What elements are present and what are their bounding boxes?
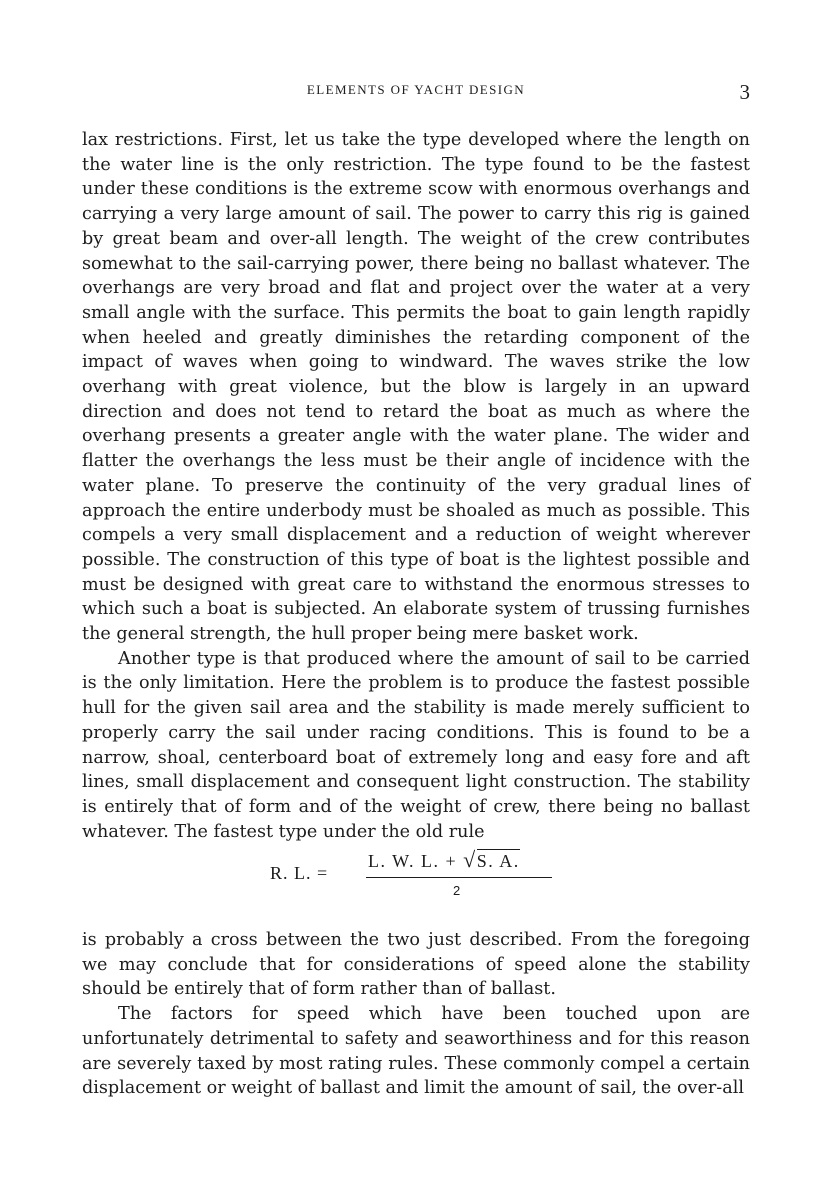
page-header bbox=[82, 80, 750, 104]
formula-numerator bbox=[368, 847, 520, 873]
page-number: 3 bbox=[739, 80, 750, 104]
formula-radicand: S. A. bbox=[476, 851, 520, 871]
rating-formula bbox=[270, 843, 570, 913]
body-text-top bbox=[82, 128, 750, 844]
body-text-bottom bbox=[82, 928, 750, 1101]
paragraph: is probably a cross between the two just described. From the foregoing we may conclude that for considerations of speed alone the stability should be entirely that of form rather than of ballast. bbox=[82, 930, 750, 1000]
formula-numerator-text: L. W. L. + bbox=[368, 851, 458, 871]
running-title: ELEMENTS OF YACHT DESIGN bbox=[306, 82, 526, 97]
fraction-bar bbox=[366, 877, 552, 878]
formula-denominator: 2 bbox=[453, 883, 461, 898]
formula-lhs: R. L. = bbox=[270, 863, 329, 883]
square-root-symbol: √ bbox=[463, 847, 477, 872]
paragraph: The factors for speed which have been touched upon are unfortunately detrimental to safety and seaworthiness and for this reason are severely taxed by most rating rules. These commonly compel a certain displacement or weight of ballast and limit the amount of sail, the over-all bbox=[82, 1004, 750, 1099]
paragraph: Another type is that produced where the amount of sail to be carried is the only limitation. Here the problem is to produce the fastest possible hull for the given sail area and the stability is made merely sufficient to properly carry the sail under racing conditions. This is found to be a narrow, shoal, centerboard boat of extremely long and easy fore and aft lines, small displacement and consequent light construction. The stability is entirely that of form and of the weight of crew, there being no ballast whatever. The fastest type under the old rule bbox=[82, 648, 750, 842]
paragraph: lax restrictions. First, let us take the type developed where the length on the water line is the only restriction. The type found to be the fastest under these conditions is the extreme scow with enormous overhangs and carrying a very large amount of sail. The power to carry this rig is gained by great beam and over-all length. The weight of the crew contributes somewhat to the sail-carrying power, there being no ballast whatever. The overhangs are very broad and flat and project over the water at a very small angle with the surface. This permits the boat to gain length rapidly when heeled and greatly diminishes the retarding component of the impact of waves when going to windward. The waves strike the low overhang with great violence, but the blow is largely in an upward direction and does not tend to retard the boat as much as where the overhang presents a greater angle with the water plane. The wider and flatter the overhangs the less must be their angle of incidence with the water plane. To preserve the continuity of the very gradual lines of approach the entire underbody must be shoaled as much as possible. This compels a very small displacement and a reduction of weight wherever possible. The construction of this type of boat is the lightest possible and must be designed with great care to withstand the enormous stresses to which such a boat is subjected. An elaborate system of trussing furnishes the general strength, the hull proper being mere basket work. bbox=[82, 130, 750, 645]
